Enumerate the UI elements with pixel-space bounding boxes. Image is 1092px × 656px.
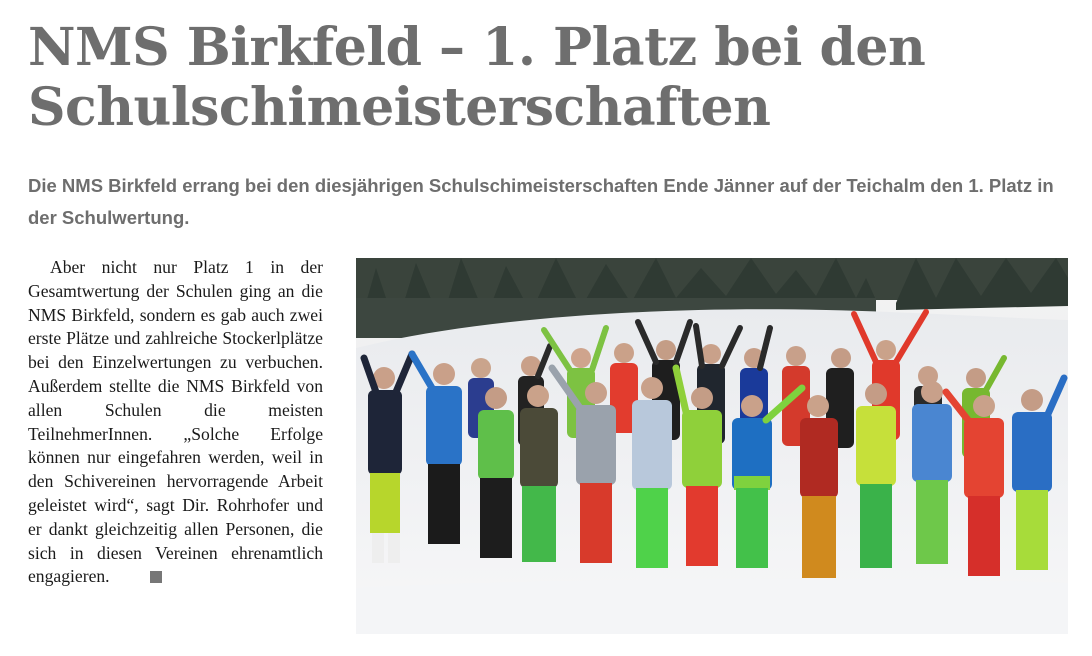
headline-line-1: NMS Birkfeld – 1. Platz bei den <box>28 17 926 78</box>
article-lead: Die NMS Birkfeld errang bei den diesjährigen Schulschimeisterschaften Ende Jänner auf der Teichalm den 1. Platz in der Schulwertung. <box>28 175 1054 228</box>
group-photo <box>356 258 1068 634</box>
article-headline <box>28 18 925 138</box>
ski-team-photo <box>356 258 1068 634</box>
headline-line-2: Schulschimeisterschaften <box>28 77 771 138</box>
article-body <box>28 256 323 589</box>
end-mark-icon <box>150 571 162 583</box>
body-text: Aber nicht nur Platz 1 in der Gesamtwertung der Schulen ging an die NMS Birkfeld, sondern es gab auch zwei erste Plätze und zahlreiche Stockerlplätze bei den Einzelwertungen zu verbuchen. Außerdem stellte die NMS Birkfeld von allen Schulen die meisten TeilnehmerInnen. „Solche Erfolge können nur eingefahren werden, weil in den Schivereinen hervorragende Arbeit geleistet wird“, sagt Dir. Rohrhofer und er dankt gleichzeitig allen Personen, die sich in diesen Vereinen ehrenamtlich engagieren. <box>28 257 323 587</box>
